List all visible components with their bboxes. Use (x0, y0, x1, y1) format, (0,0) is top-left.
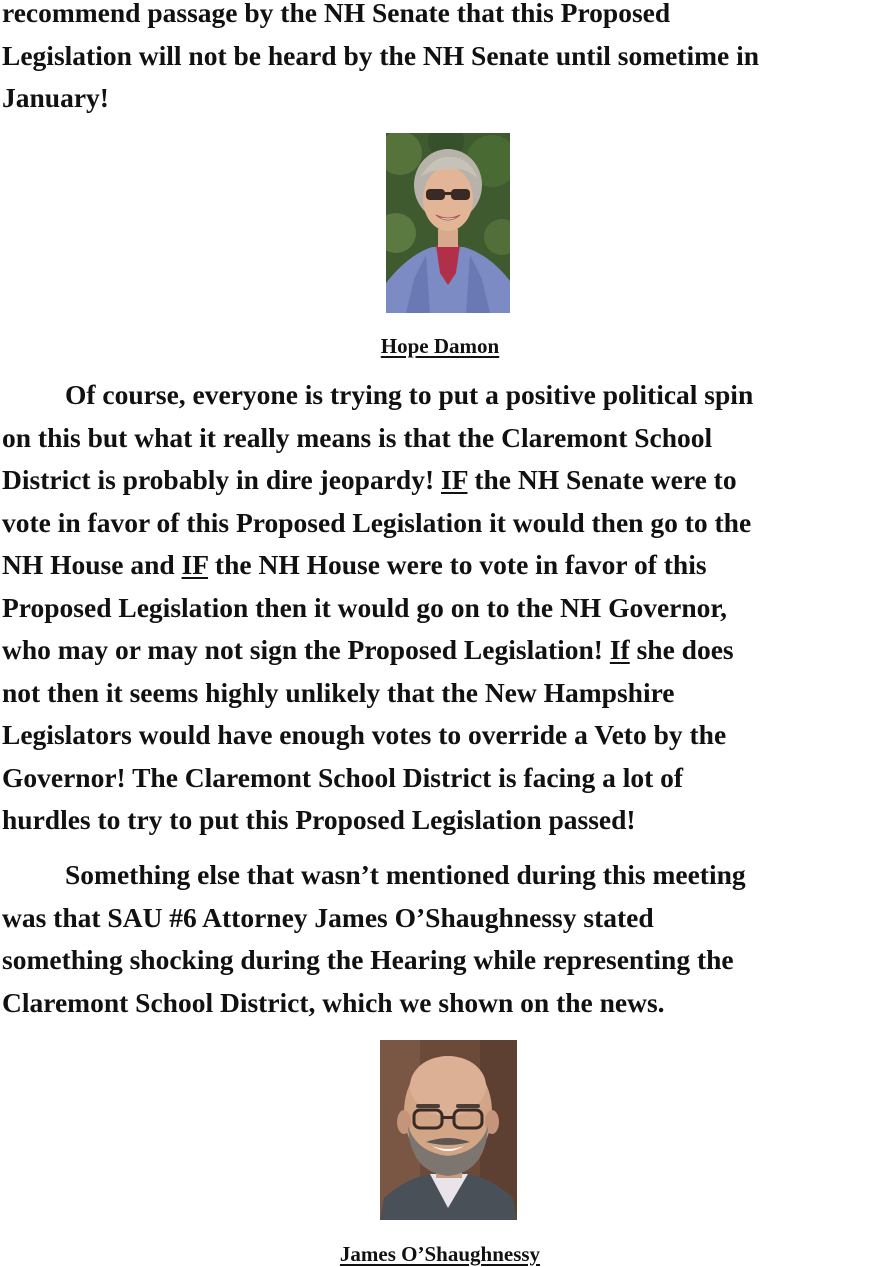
paragraph-line: not then it seems highly unlikely that the New Hampshire (2, 676, 675, 708)
intro-paragraph (2, 0, 878, 120)
hope-damon-caption (0, 334, 880, 358)
paragraph-2 (2, 854, 878, 1024)
paragraph-line: on this but what it really means is that the Claremont School (2, 421, 713, 453)
paragraph-line (2, 459, 878, 502)
text-run: the NH Senate were to (467, 464, 737, 495)
paragraph-line: something shocking during the Hearing while representing the (2, 944, 734, 975)
paragraph-line: vote in favor of this Proposed Legislation it would then go to the (2, 506, 752, 538)
paragraph-line: Legislators would have enough votes to override a Veto by the (2, 719, 727, 750)
intro-line: Legislation will not be heard by the NH Senate until sometime in (2, 39, 760, 71)
underlined-if: IF (181, 549, 209, 580)
paragraph-line: Of course, everyone is trying to put a positive political spin (65, 379, 754, 410)
text-run: the NH House were to vote in favor of this (208, 549, 707, 580)
james-oshaughnessy-photo (380, 1040, 517, 1220)
paragraph-line: Proposed Legislation then it would go on to the NH Governor, (2, 591, 727, 623)
text-run: who may or may not sign the Proposed Legislation! (2, 634, 610, 665)
paragraph-line: was that SAU #6 Attorney James O’Shaughnessy stated (2, 901, 654, 933)
paragraph-line: Governor! The Claremont School District is facing a lot of (2, 761, 684, 793)
paragraph-line: hurdles to try to put this Proposed Legislation passed! (2, 804, 636, 835)
intro-line: recommend passage by the NH Senate that this Proposed (2, 0, 671, 28)
text-run: District is probably in dire jeopardy! (2, 464, 441, 495)
hope-damon-photo (386, 133, 510, 313)
paragraph-line: Something else that wasn’t mentioned during this meeting (65, 859, 746, 890)
paragraph-line (2, 629, 878, 672)
james-oshaughnessy-caption (0, 1242, 880, 1266)
caption-text: Hope Damon (380, 334, 500, 358)
text-run: NH House and (2, 549, 182, 580)
paragraph-line (2, 544, 878, 587)
underlined-if: If (609, 634, 630, 665)
underlined-if: IF (441, 464, 468, 495)
caption-text: James O’Shaughnessy (339, 1242, 541, 1266)
paragraph-1 (2, 374, 878, 842)
paragraph-line: Claremont School District, which we shown on the news. (2, 986, 665, 1018)
text-run: she does (629, 634, 734, 665)
intro-line: January! (2, 82, 109, 113)
